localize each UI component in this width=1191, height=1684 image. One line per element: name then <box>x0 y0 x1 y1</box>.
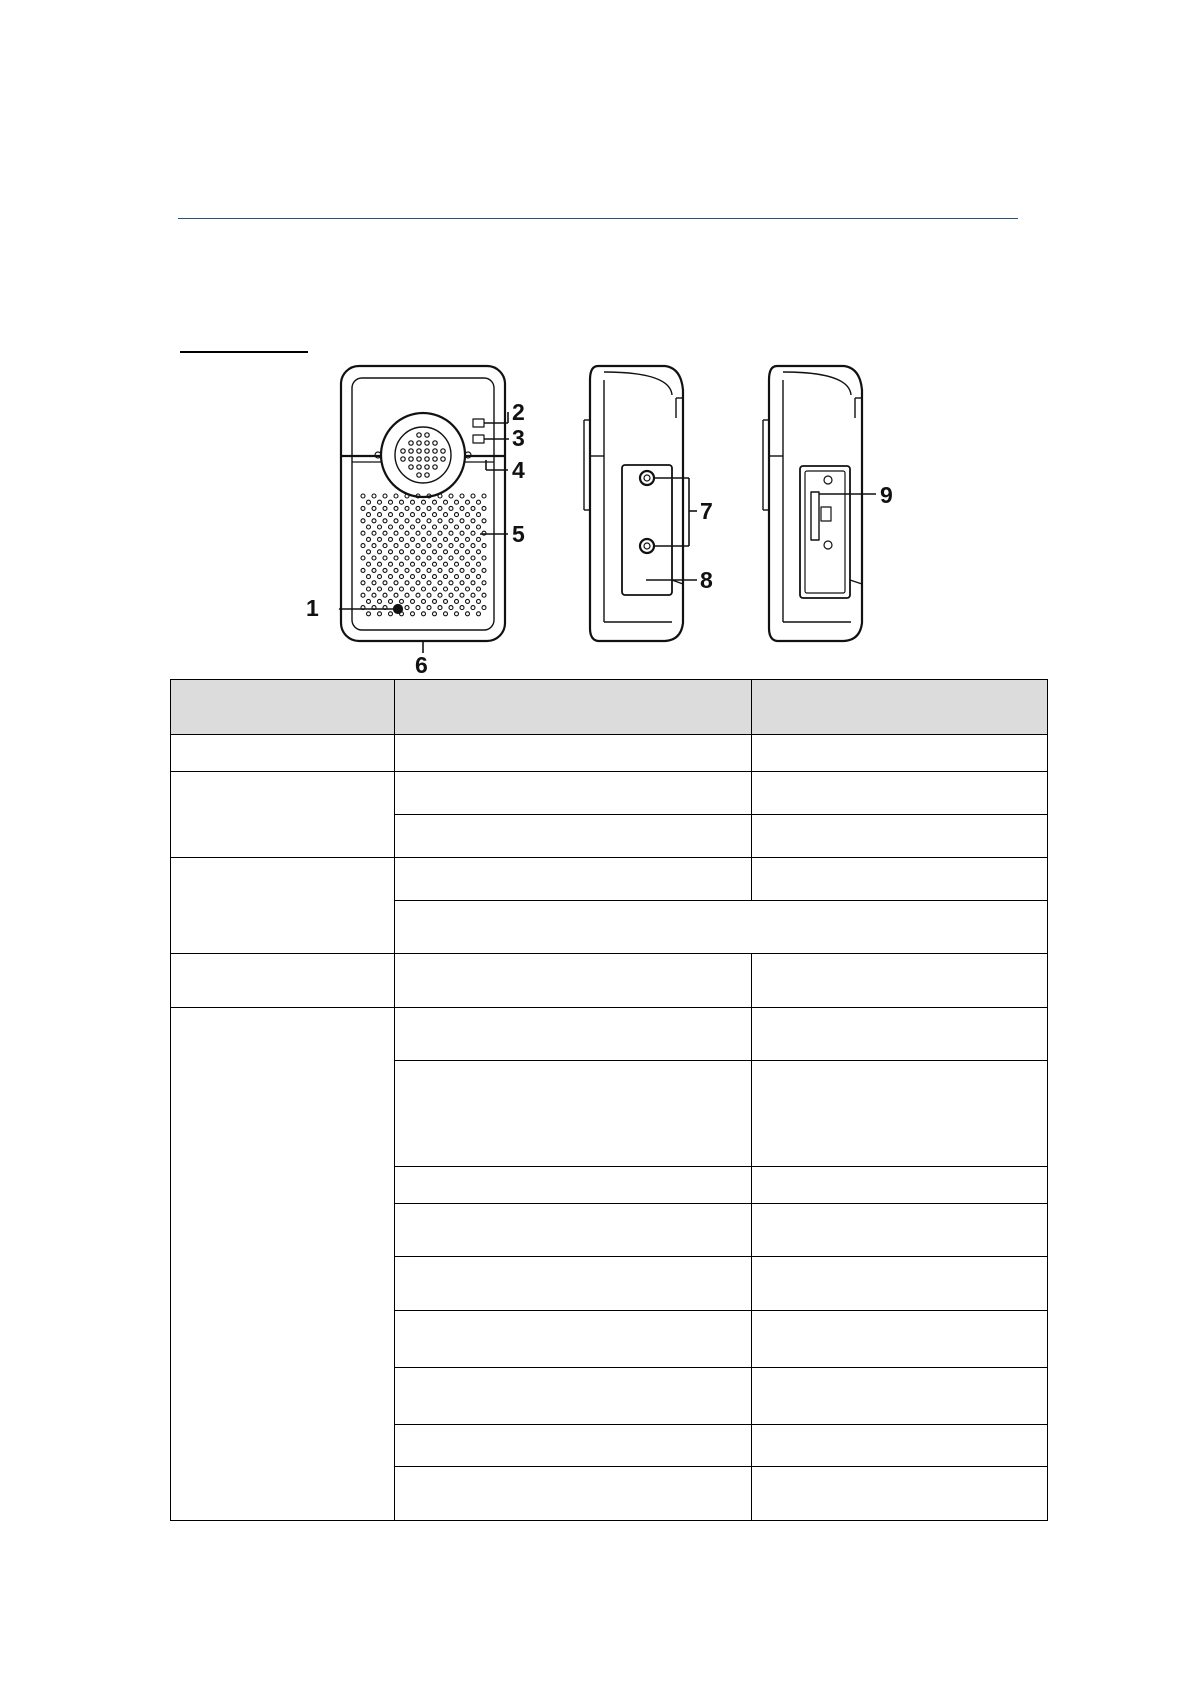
table-cell <box>395 1257 752 1311</box>
table-header-row <box>171 680 1048 735</box>
table-header-cell <box>171 680 395 735</box>
table-row <box>171 735 1048 772</box>
device-side-view-left <box>584 366 683 641</box>
table-cell <box>171 954 395 1008</box>
table-cell <box>752 1368 1048 1425</box>
table-cell <box>395 1311 752 1368</box>
table-cell <box>752 1257 1048 1311</box>
table-cell <box>752 1204 1048 1257</box>
specification-table <box>170 679 1048 1521</box>
table-cell <box>395 735 752 772</box>
table-row <box>171 772 1048 815</box>
device-front-view <box>341 366 505 641</box>
callout-2: 2 <box>512 399 525 425</box>
table-cell <box>395 1368 752 1425</box>
table-cell <box>171 858 395 954</box>
table-cell <box>395 772 752 815</box>
callout-6: 6 <box>415 652 428 678</box>
table-cell <box>752 858 1048 901</box>
table-cell <box>395 901 1048 954</box>
table-cell <box>752 815 1048 858</box>
callout-3: 3 <box>512 425 525 451</box>
table-cell <box>752 954 1048 1008</box>
table-cell <box>395 1467 752 1521</box>
table-cell <box>395 815 752 858</box>
device-diagram <box>0 0 1191 690</box>
table-cell <box>752 1061 1048 1167</box>
table-cell <box>395 1061 752 1167</box>
table-cell <box>752 1167 1048 1204</box>
table-header-cell <box>752 680 1048 735</box>
table-cell <box>171 1008 395 1521</box>
table-cell <box>752 1311 1048 1368</box>
callout-7: 7 <box>700 498 713 524</box>
callout-1: 1 <box>306 595 319 621</box>
callout-8: 8 <box>700 567 713 593</box>
table-row <box>171 858 1048 901</box>
callout-5: 5 <box>512 521 525 547</box>
table-cell <box>171 735 395 772</box>
table-cell <box>171 772 395 858</box>
table-cell <box>752 1008 1048 1061</box>
table-cell <box>752 1425 1048 1467</box>
table-cell <box>395 1425 752 1467</box>
table-cell <box>752 735 1048 772</box>
table-cell <box>395 1204 752 1257</box>
callout-4: 4 <box>512 457 525 483</box>
table-cell <box>395 1167 752 1204</box>
table-cell <box>752 1467 1048 1521</box>
table-header-cell <box>395 680 752 735</box>
callout-9: 9 <box>880 482 893 508</box>
device-side-view-right <box>763 366 862 641</box>
table-row <box>171 1008 1048 1061</box>
table-cell <box>752 772 1048 815</box>
table-cell <box>395 858 752 901</box>
table-row <box>171 954 1048 1008</box>
table-cell <box>395 954 752 1008</box>
table-cell <box>395 1008 752 1061</box>
